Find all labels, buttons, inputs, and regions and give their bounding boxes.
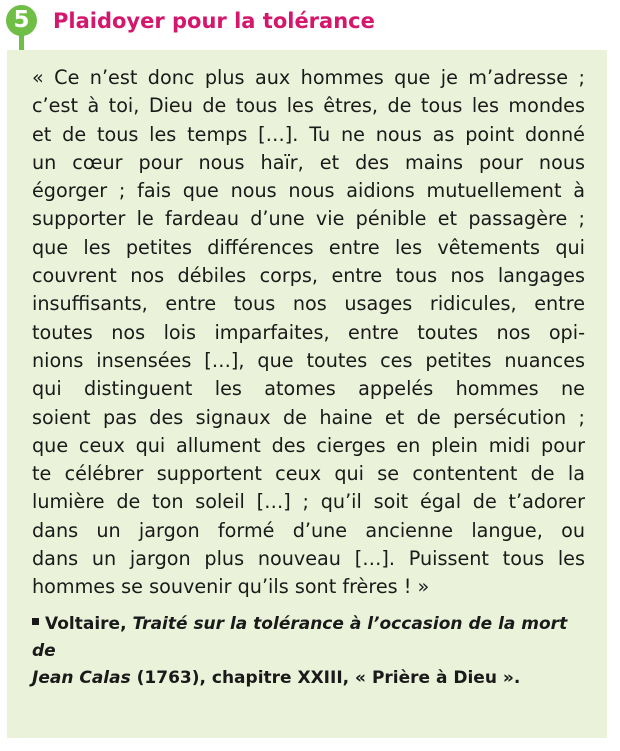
quote-line: lumière de ton soleil […] ; qu’il soit égal de t’adorer xyxy=(32,490,585,514)
source-work-title-line1: Traité sur la tolérance à l’occasion de la mort de xyxy=(32,613,568,661)
quote-line: dans un jargon plus nouveau […]. Puissent tous les xyxy=(32,547,585,571)
quote-line: soient pas des signaux de haine et de persécution ; xyxy=(32,405,585,429)
quote-line: que les petites différences entre les vêtements qui xyxy=(32,235,585,259)
quote-line: toutes nos lois imparfaites, entre toutes nos opi- xyxy=(32,320,585,344)
quote-line: insuffisants, entre tous nos usages ridicules, entre xyxy=(32,292,585,316)
quote-line: hommes se souvenir qu’ils sont frères ! » xyxy=(32,575,430,599)
quote-text xyxy=(32,64,585,602)
source-citation xyxy=(32,611,585,692)
quote-line: et de tous les temps […]. Tu ne nous as point donné xyxy=(32,122,585,146)
quote-line: dans un jargon formé d’une ancienne langue, ou xyxy=(32,518,585,542)
section-number-badge: 5 xyxy=(6,5,37,36)
badge-stem xyxy=(19,34,24,50)
quote-box xyxy=(7,50,607,738)
quote-line: te célébrer supportent ceux qui se contentent de la xyxy=(32,462,585,486)
quote-line: c’est à toi, Dieu de tous les êtres, de tous les mondes xyxy=(32,94,585,118)
quote-line: que ceux qui allument des cierges en plein midi pour xyxy=(32,433,585,457)
quote-line: un cœur pour nous haïr, et des mains pour nous xyxy=(32,150,585,174)
bullet-square-icon xyxy=(32,618,39,625)
quote-line: qui distinguent les atomes appelés hommes ne xyxy=(32,377,585,401)
quote-line: couvrent nos débiles corps, entre tous nos langages xyxy=(32,264,585,288)
source-author: Voltaire, xyxy=(45,613,127,634)
quote-line: nions insensées […], que toutes ces petites nuances xyxy=(32,348,585,372)
quote-line: supporter le fardeau d’une vie pénible et passagère ; xyxy=(32,207,585,231)
source-work-title-line2: Jean Calas xyxy=(32,667,131,688)
source-details: (1763), chapitre XXIII, « Prière à Dieu ». xyxy=(130,667,521,688)
section-title: Plaidoyer pour la tolérance xyxy=(53,9,375,33)
section-header xyxy=(6,4,606,40)
quote-line: égorger ; fais que nous nous aidions mutuellement à xyxy=(32,179,585,203)
quote-line: « Ce n’est donc plus aux hommes que je m’adresse ; xyxy=(32,66,585,89)
